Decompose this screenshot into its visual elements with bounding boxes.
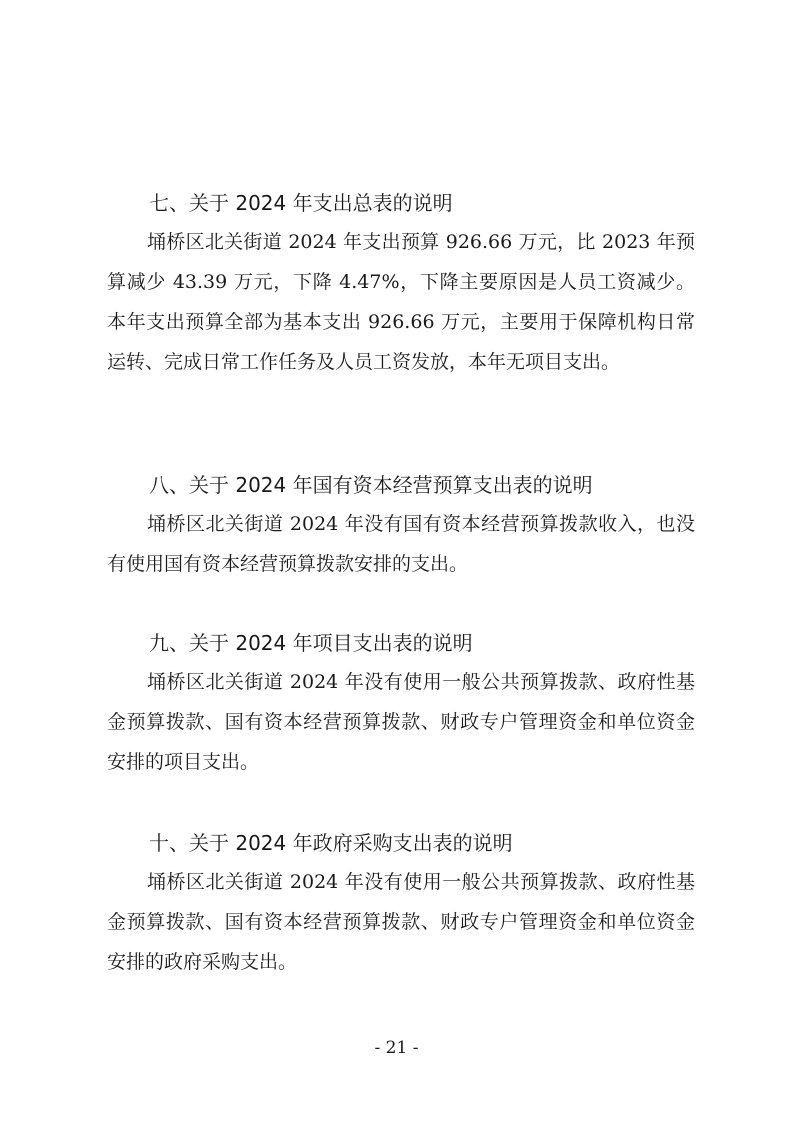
section-paragraph: 埇桥区北关街道 2024 年没有使用一般公共预算拨款、政府性基金预算拨款、国有资本经营预算拨款、财政专户管理资金和单位资金安排的政府采购支出。 [107, 871, 695, 973]
section-heading: 九、关于 2024 年项目支出表的说明 [149, 631, 473, 655]
section-seven [107, 188, 695, 382]
section-heading: 八、关于 2024 年国有资本经营预算支出表的说明 [149, 473, 593, 497]
section-nine [107, 628, 695, 782]
section-paragraph: 埇桥区北关街道 2024 年没有使用一般公共预算拨款、政府性基金预算拨款、国有资本经营预算拨款、财政专户管理资金和单位资金安排的项目支出。 [107, 671, 695, 773]
section-heading: 七、关于 2024 年支出总表的说明 [149, 191, 453, 215]
page-number: - 21 - [374, 1038, 419, 1058]
section-ten [107, 828, 695, 982]
section-paragraph: 埇桥区北关街道 2024 年没有国有资本经营预算拨款收入，也没有使用国有资本经营预算拨款安排的支出。 [107, 513, 695, 575]
section-eight [107, 470, 695, 584]
section-heading: 十、关于 2024 年政府采购支出表的说明 [149, 831, 513, 855]
section-paragraph: 埇桥区北关街道 2024 年支出预算 926.66 万元，比 2023 年预算减少 43.39 万元，下降 4.47%，下降主要原因是人员工资减少。本年支出预算全部为基本支出 926.66 万元，主要用于保障机构日常运转、完成日常工作任务及人员工资发放，本年无项目支出。 [107, 231, 695, 373]
